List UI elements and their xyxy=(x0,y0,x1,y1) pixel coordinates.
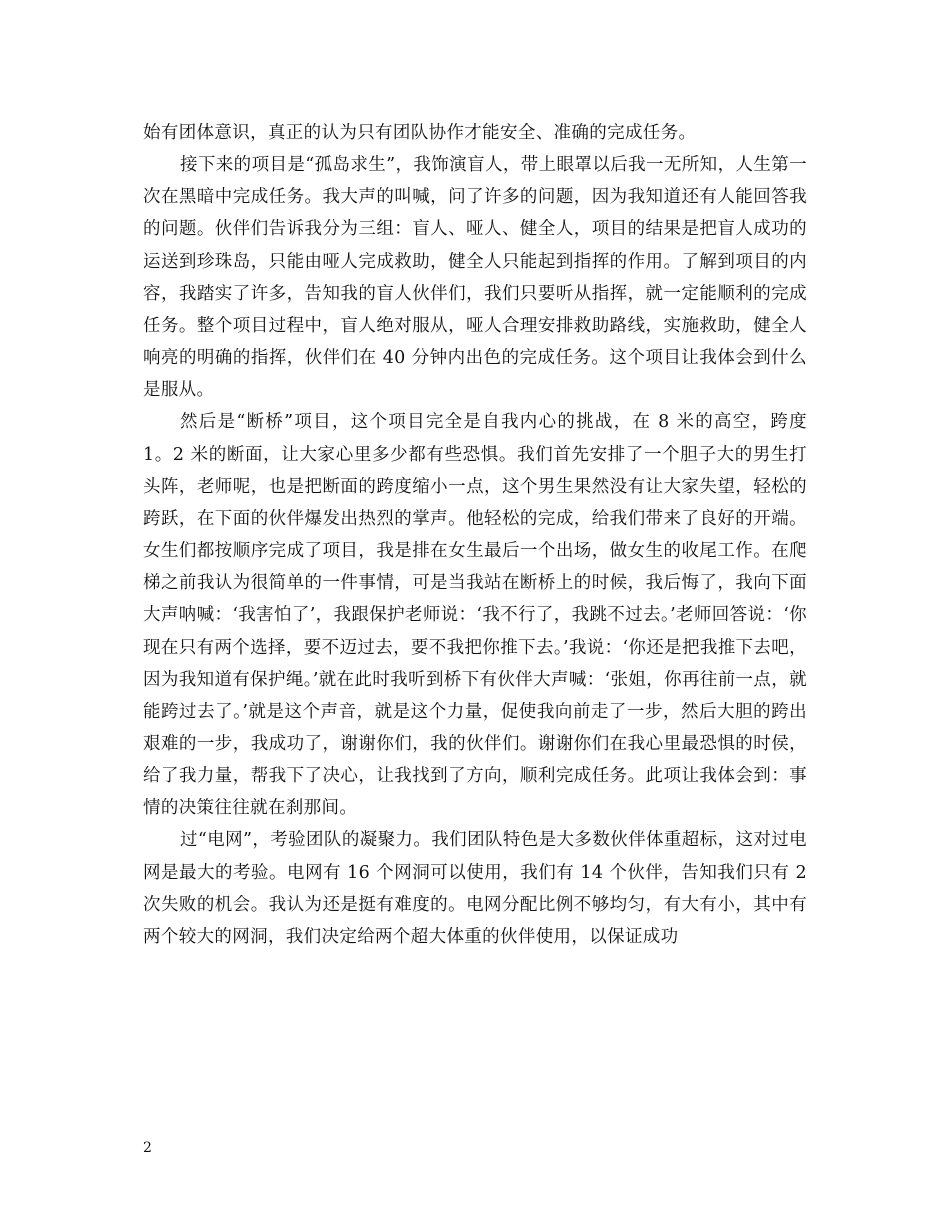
paragraph-4: 过“电网”，考验团队的凝聚力。我们团队特色是大多数伙伴体重超标，这对过电网是最大的考验。电网有 16 个网洞可以使用，我们有 14 个伙伴，告知我们只有 2 次失败的机会。我认为还是挺有难度的。电网分配比例不够均匀，有大有小，其中有两个较大的网洞，我们决定给两个超大体重的伙伴使用，以保证成功 xyxy=(143,830,807,947)
paragraph-2: 接下来的项目是“孤岛求生”，我饰演盲人，带上眼罩以后我一无所知，人生第一次在黑暗中完成任务。我大声的叫喊，问了许多的问题，因为我知道还有人能回答我的问题。伙伴们告诉我分为三组：盲人、哑人、健全人，项目的结果是把盲人成功的运送到珍珠岛，只能由哑人完成救助，健全人只能起到指挥的作用。了解到项目的内容，我踏实了许多，告知我的盲人伙伴们，我们只要听从指挥，就一定能顺利的完成任务。整个项目过程中，盲人绝对服从，哑人合理安排救助路线，实施救助，健全人响亮的明确的指挥，伙伴们在 40 分钟内出色的完成任务。这个项目让我体会到什么是服从。 xyxy=(143,155,807,401)
page-number: 2 xyxy=(143,1140,152,1156)
paragraph-1: 始有团体意识，真正的认为只有团队协作才能安全、准确的完成任务。 xyxy=(143,123,697,143)
paragraph-3: 然后是“断桥”项目，这个项目完全是自我内心的挑战，在 8 米的高空，跨度 1。2 米的断面，让大家心里多少都有些恐惧。我们首先安排了一个胆子大的男生打头阵，老师呢，也是把断面的跨度缩小一点，这个男生果然没有让大家失望，轻松的跨跃，在下面的伙伴爆发出热烈的掌声。他轻松的完成，给我们带来了良好的开端。女生们都按顺序完成了项目，我是排在女生最后一个出场，做女生的收尾工作。在爬梯之前我认为很简单的一件事情，可是当我站在断桥上的时候，我后悔了，我向下面大声呐喊：‘我害怕了’，我跟保护老师说：‘我不行了，我跳不过去。’老师回答说：‘你现在只有两个选择，要不迈过去，要不我把你推下去。’我说：‘你还是把我推下去吧，因为我知道有保护绳。’就在此时我听到桥下有伙伴大声喊：‘张姐，你再往前一点，就能跨过去了。’就是这个声音，就是这个力量，促使我向前走了一步，然后大胆的跨出艰难的一步，我成功了，谢谢你们，我的伙伴们。谢谢你们在我心里最恐惧的时侯，给了我力量，帮我下了决心，让我找到了方向，顺利完成任务。此项让我体会到：事情的决策往往就在刹那间。 xyxy=(143,412,807,819)
body-text xyxy=(143,117,807,953)
